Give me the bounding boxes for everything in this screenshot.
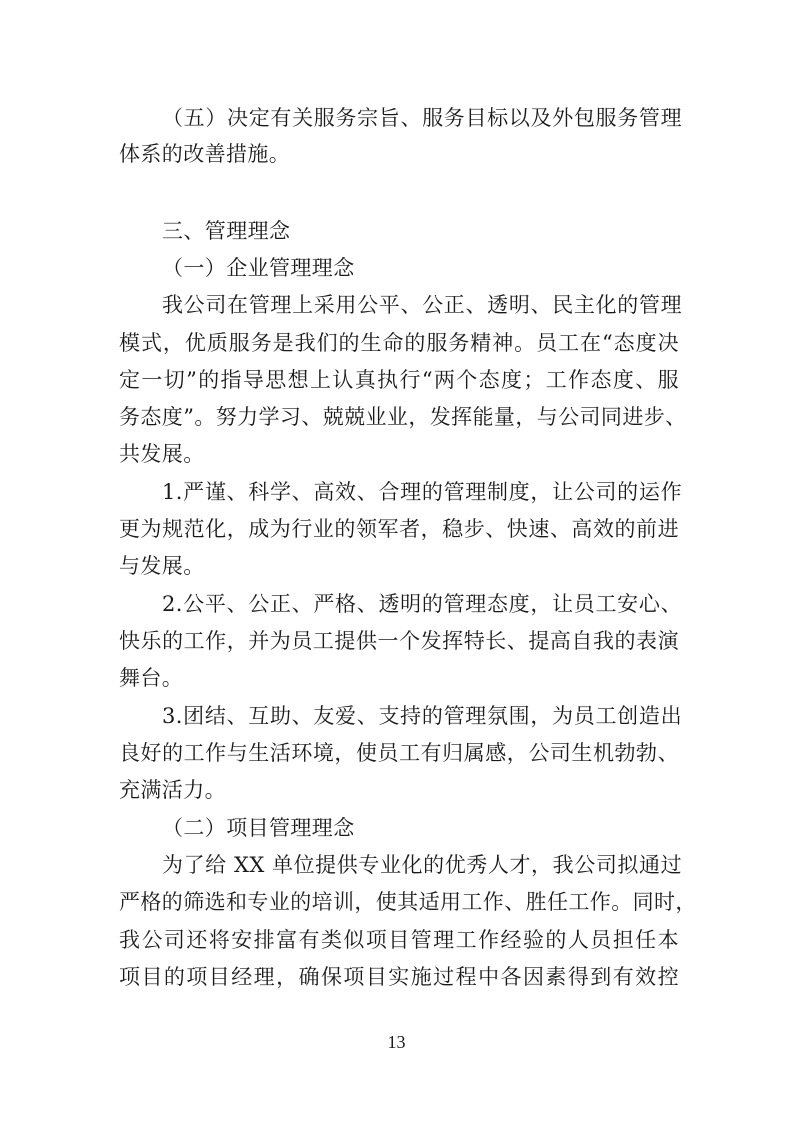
subsection-heading: （二）项目管理理念 <box>162 816 355 840</box>
paragraph-line: 务态度”。努力学习、兢兢业业，发挥能量，与公司同进步、 <box>119 405 687 429</box>
paragraph-line: 严格的筛选和专业的培训，使其适用工作、胜任工作。同时， <box>119 890 697 914</box>
list-item-line: 与发展。 <box>119 554 205 578</box>
paragraph-line: 为了给 XX 单位提供专业化的优秀人才，我公司拟通过 <box>162 853 682 877</box>
list-item-line: 更为规范化，成为行业的领军者，稳步、快速、高效的前进 <box>119 517 679 541</box>
paragraph-line: 我公司还将安排富有类似项目管理工作经验的人员担任本 <box>119 928 679 952</box>
paragraph-line: 定一切”的指导思想上认真执行“两个态度；工作态度、服 <box>119 368 679 392</box>
list-item-line: 3.团结、互助、友爱、支持的管理氛围，为员工创造出 <box>162 704 682 728</box>
paragraph-line: 项目的项目经理，确保项目实施过程中各因素得到有效控 <box>119 965 679 989</box>
paragraph-line: 模式，优质服务是我们的生命的服务精神。员工在“态度决 <box>119 331 679 355</box>
subsection-heading: （一）企业管理理念 <box>162 256 355 280</box>
paragraph-line: 体系的改善措施。 <box>119 142 291 166</box>
list-item-line: 2.公平、公正、严格、透明的管理态度，让员工安心、 <box>162 592 682 616</box>
list-item-line: 快乐的工作，并为员工提供一个发挥特长、提高自我的表演 <box>119 629 679 653</box>
paragraph-line: 我公司在管理上采用公平、公正、透明、民主化的管理 <box>162 293 682 317</box>
page-number: 13 <box>387 1032 406 1052</box>
list-item-line: 良好的工作与生活环境，使员工有归属感，公司生机勃勃、 <box>119 741 679 765</box>
list-item-line: 舞台。 <box>119 666 184 690</box>
paragraph-line: 共发展。 <box>119 442 205 466</box>
paragraph-line: （五）决定有关服务宗旨、服务目标以及外包服务管理 <box>162 106 682 130</box>
section-heading: 三、管理理念 <box>162 219 291 243</box>
list-item-line: 1.严谨、科学、高效、合理的管理制度，让公司的运作 <box>162 480 682 504</box>
list-item-line: 充满活力。 <box>119 778 226 802</box>
